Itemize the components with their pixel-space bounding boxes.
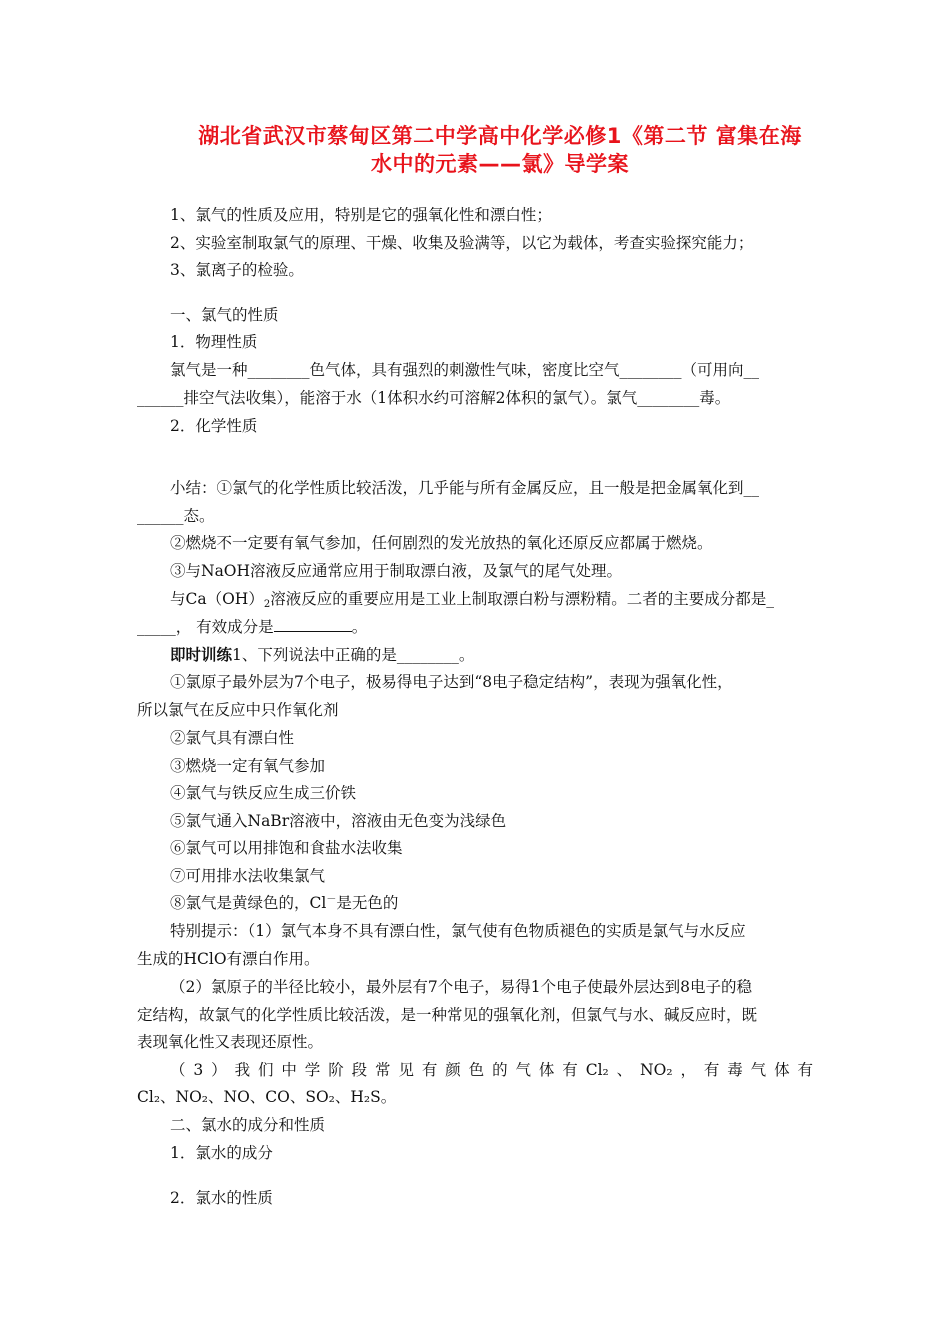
option-1-line-1: ①氯原子最外层为7个电子，极易得电子达到“8电子稳定结构”，表现为强氧化性， (170, 673, 733, 691)
option-8-a: ⑧氯气是黄绿色的，Cl (170, 894, 327, 912)
practice-question-text: 1、下列说法中正确的是________。 (232, 646, 475, 664)
summary-line-5-a: 与Ca（OH） (170, 590, 264, 608)
tip-2-line-2: 定结构，故氯气的化学性质比较活泼，是一种常见的强氧化剂，但氯气与水、碱反应时，既 (137, 1006, 758, 1024)
summary-line-5-b: 溶液反应的重要应用是工业上制取漂白粉与漂粉精。二者的主要成分都是_ (270, 590, 774, 608)
section-2-heading: 二、氯水的成分和性质 (170, 1116, 326, 1134)
summary-line-5 (170, 588, 774, 610)
section-1-heading: 一、氯气的性质 (170, 306, 279, 324)
answer-blank (274, 617, 352, 632)
document-title (180, 122, 820, 178)
tip-2-line-1: （2）氯原子的半径比较小，最外层有7个电子，易得1个电子使最外层达到8电子的稳 (170, 978, 752, 996)
section-2-sub-1: 1．氯水的成分 (170, 1144, 273, 1162)
option-1-line-2: 所以氯气在反应中只作氧化剂 (137, 701, 339, 719)
summary-line-4: ③与NaOH溶液反应通常应用于制取漂白液，及氯气的尾气处理。 (170, 562, 623, 580)
practice-question (170, 644, 474, 666)
section-1-sub-2: 2．化学性质 (170, 417, 258, 435)
summary-line-3: ②燃烧不一定要有氧气参加，任何剧烈的发光放热的氧化还原反应都属于燃烧。 (170, 534, 713, 552)
option-2: ②氯气具有漂白性 (170, 729, 295, 747)
option-6: ⑥氯气可以用排饱和食盐水法收集 (170, 839, 403, 857)
option-8 (170, 892, 398, 914)
physical-properties-line-2: ______排空气法收集），能溶于水（1体积水约可溶解2体积的氯气）。氯气________毒。 (137, 389, 731, 407)
summary-line-2: ______态。 (137, 507, 215, 525)
practice-label: 即时训练 (170, 645, 233, 664)
option-7: ⑦可用排水法收集氯气 (170, 867, 326, 885)
tip-3-line-1: （3）我们中学阶段常见有颜色的气体有Cl₂、NO₂，有毒气体有 (170, 1061, 813, 1079)
superscript: － (326, 894, 337, 905)
title-line-1: 湖北省武汉市蔡甸区第二中学高中化学必修1《第二节 富集在海 (198, 124, 802, 148)
tip-1-line-2: 生成的HClO有漂白作用。 (137, 950, 320, 968)
section-1-sub-1: 1．物理性质 (170, 333, 258, 351)
summary-line-6 (137, 616, 367, 638)
tip-2-line-3: 表现氧化性又表现还原性。 (137, 1033, 324, 1051)
objective-3: 3、氯离子的检验。 (170, 261, 304, 279)
physical-properties-line-1: 氯气是一种________色气体，具有强烈的刺激性气味，密度比空气________（可用向__ (170, 361, 760, 379)
option-3: ③燃烧一定有氧气参加 (170, 757, 326, 775)
tip-1-line-1: 特别提示：（1）氯气本身不具有漂白性，氯气使有色物质褪色的实质是氯气与水反应 (170, 922, 746, 940)
objective-2: 2、实验室制取氯气的原理、干燥、收集及验满等，以它为载体，考查实验探究能力； (170, 234, 754, 252)
section-2-sub-2: 2．氯水的性质 (170, 1189, 273, 1207)
option-8-b: 是无色的 (336, 894, 399, 912)
summary-line-6-a: _____， 有效成分是 (137, 618, 274, 636)
tip-3-line-2: Cl₂、NO₂、NO、CO、SO₂、H₂S。 (137, 1088, 397, 1106)
summary-line-1: 小结：①氯气的化学性质比较活泼，几乎能与所有金属反应，且一般是把金属氧化到__ (170, 479, 760, 497)
option-4: ④氯气与铁反应生成三价铁 (170, 784, 357, 802)
objective-1: 1、氯气的性质及应用，特别是它的强氧化性和漂白性； (170, 206, 552, 224)
title-line-2: 水中的元素——氯》导学案 (371, 152, 629, 176)
subscript: 2 (263, 599, 271, 610)
summary-line-6-b: 。 (351, 618, 368, 636)
option-5: ⑤氯气通入NaBr溶液中，溶液由无色变为浅绿色 (170, 812, 507, 830)
